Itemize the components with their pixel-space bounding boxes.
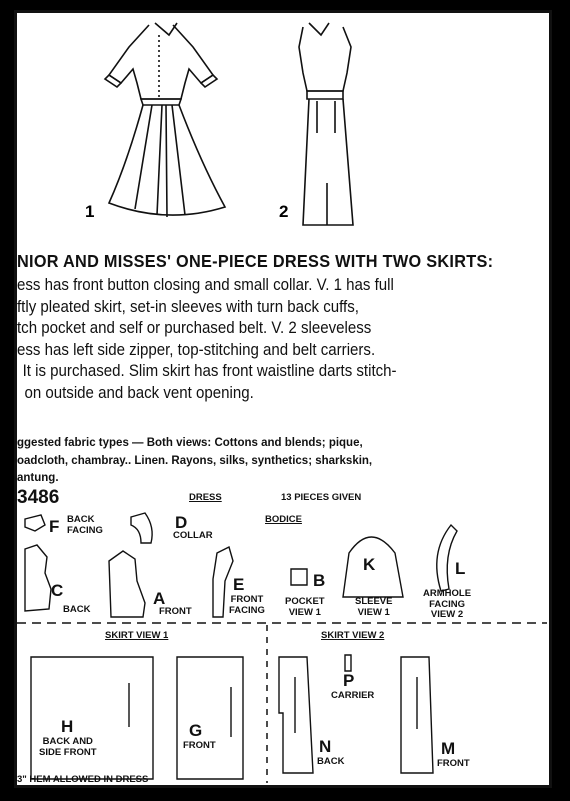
collar-piece	[131, 513, 152, 543]
skirt-back-view2-piece	[279, 657, 313, 773]
piece-label-front: FRONT	[159, 606, 192, 617]
piece-letter-k: K	[363, 555, 376, 574]
piece-letter-m: M	[441, 739, 456, 758]
piece-letter-e: E	[233, 575, 245, 594]
dress-view-2-illustration	[299, 23, 353, 225]
description-line: on outside and back vent opening.	[24, 383, 254, 402]
piece-letter-b: B	[313, 571, 326, 590]
back-bodice-piece	[25, 545, 51, 611]
pattern-number: 3486	[17, 487, 60, 508]
bodice-label: BODICE	[265, 514, 302, 525]
piece-letter-c: C	[51, 581, 64, 600]
description-line: tch pocket and self or purchased belt. V. 2 sleeveless	[17, 319, 372, 338]
pattern-envelope-page	[14, 10, 552, 788]
fabric-line: antung.	[17, 472, 59, 484]
piece-label-front-view1: FRONT	[183, 740, 216, 751]
piece-label-back-side-front: BACK AND SIDE FRONT	[39, 736, 97, 758]
back-facing-piece	[25, 515, 45, 531]
piece-letter-f: F	[49, 517, 60, 536]
piece-letter-p: P	[343, 671, 355, 690]
piece-label-collar: COLLAR	[173, 530, 213, 541]
piece-letter-d: D	[175, 513, 188, 532]
armhole-facing-piece	[437, 525, 457, 591]
description-line: It is purchased. Slim skirt has front waistline darts stitch-	[22, 362, 397, 381]
piece-label-back-view2: BACK	[317, 756, 345, 767]
front-bodice-piece	[109, 551, 145, 617]
piece-label-pocket: POCKET VIEW 1	[285, 596, 325, 618]
piece-label-sleeve: SLEEVE VIEW 1	[355, 596, 393, 618]
piece-label-back: BACK	[63, 604, 91, 615]
fabric-line: ggested fabric types — Both views: Cottons and blends; pique,	[17, 437, 363, 449]
dress-view-1-illustration	[105, 23, 225, 217]
dress-label: DRESS	[189, 492, 222, 503]
piece-letter-l: L	[455, 559, 466, 578]
piece-letter-n: N	[319, 737, 332, 756]
piece-label-front-facing: FRONT FACING	[229, 594, 265, 616]
description-line: ess has left side zipper, top-stitching and belt carriers.	[17, 340, 376, 359]
piece-label-back-facing: BACK FACING	[67, 514, 103, 536]
description-line: ftly pleated skirt, set-in sleeves with turn back cuffs,	[17, 297, 359, 316]
skirt-view-2-label: SKIRT VIEW 2	[321, 630, 385, 641]
fabric-line: oadcloth, chambray.. Linen. Rayons, silks, synthetics; sharkskin,	[17, 454, 373, 467]
skirt-back-side-front-piece	[31, 657, 153, 779]
fabric-suggestions	[17, 435, 372, 488]
piece-label-carrier: CARRIER	[331, 690, 375, 701]
piece-letter-a: A	[153, 589, 166, 608]
pattern-description	[17, 275, 552, 405]
piece-letter-g: G	[189, 721, 203, 740]
view-2-number: 2	[279, 202, 289, 221]
skirt-view-1-label: SKIRT VIEW 1	[105, 630, 169, 641]
pocket-piece	[291, 569, 307, 585]
pattern-title: NIOR AND MISSES' ONE-PIECE DRESS WITH TWO SKIRTS:	[17, 251, 494, 271]
carrier-piece	[345, 655, 351, 671]
hem-note: 3" HEM ALLOWED IN DRESS	[17, 774, 149, 785]
piece-label-armhole-facing: ARMHOLE FACING VIEW 2	[423, 588, 472, 620]
skirt-front-view1-piece	[177, 657, 243, 779]
description-line: ess has front button closing and small collar. V. 1 has full	[17, 276, 394, 294]
piece-label-front-view2: FRONT	[437, 758, 470, 769]
pieces-given: 13 PIECES GIVEN	[281, 492, 362, 503]
piece-letter-h: H	[61, 717, 74, 736]
view-1-number: 1	[85, 202, 95, 221]
